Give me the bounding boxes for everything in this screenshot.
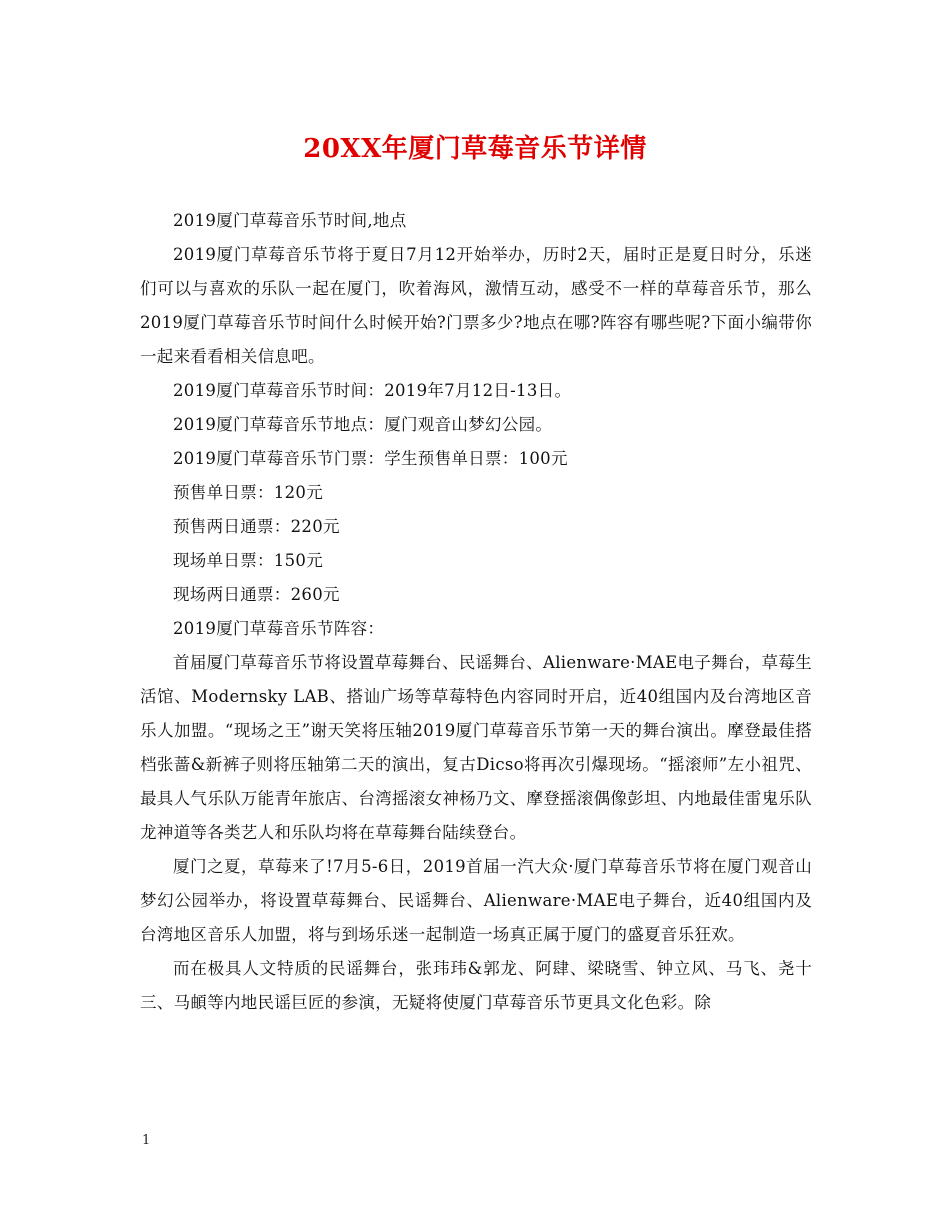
paragraph-ticket-presale-two-day: 预售两日通票：220元 — [173, 517, 340, 536]
paragraph-lineup-heading: 2019厦门草莓音乐节阵容： — [173, 619, 385, 638]
paragraph-heading-time-location: 2019厦门草莓音乐节时间,地点 — [173, 211, 407, 230]
page-number: 1 — [142, 1133, 151, 1148]
paragraph-location: 2019厦门草莓音乐节地点：厦门观音山梦幻公园。 — [173, 415, 553, 434]
paragraph-ticket-student: 2019厦门草莓音乐节门票：学生预售单日票：100元 — [173, 449, 568, 468]
paragraph-ticket-presale-single: 预售单日票：120元 — [173, 483, 323, 502]
document-body — [140, 204, 812, 1020]
paragraph-summer-event: 厦门之夏，草莓来了!7月5-6日，2019首届一汽大众·厦门草莓音乐节将在厦门观音山梦幻公园举办，将设置草莓舞台、民谣舞台、Alienware·MAE电子舞台，近40组国内及台湾地区音乐人加盟，将与到场乐迷一起制造一场真正属于厦门的盛夏音乐狂欢。 — [140, 857, 812, 944]
paragraph-time: 2019厦门草莓音乐节时间：2019年7月12日-13日。 — [173, 381, 572, 400]
paragraph-intro: 2019厦门草莓音乐节将于夏日7月12开始举办，历时2天，届时正是夏日时分，乐迷们可以与喜欢的乐队一起在厦门，吹着海风，激情互动，感受不一样的草莓音乐节，那么2019厦门草莓音乐节时间什么时候开始?门票多少?地点在哪?阵容有哪些呢?下面小编带你一起来看看相关信息吧。 — [140, 245, 812, 366]
document-title: 20XX年厦门草莓音乐节详情 — [303, 134, 647, 164]
paragraph-lineup-details: 首届厦门草莓音乐节将设置草莓舞台、民谣舞台、Alienware·MAE电子舞台，草莓生活馆、Modernsky LAB、搭讪广场等草莓特色内容同时开启，近40组国内及台湾地区音乐人加盟。“现场之王”谢天笑将压轴2019厦门草莓音乐节第一天的舞台演出。摩登最佳搭档张蔷&新裤子则将压轴第二天的演出，复古Dicso将再次引爆现场。“摇滚师”左小祖咒、最具人气乐队万能青年旅店、台湾摇滚女神杨乃文、摩登摇滚偶像彭坦、内地最佳雷鬼乐队龙神道等各类艺人和乐队均将在草莓舞台陆续登台。 — [140, 653, 812, 842]
paragraph-folk-stage: 而在极具人文特质的民谣舞台，张玮玮&郭龙、阿肆、梁晓雪、钟立风、马飞、尧十三、马頔等内地民谣巨匠的参演，无疑将使厦门草莓音乐节更具文化色彩。除 — [140, 959, 812, 1012]
paragraph-ticket-onsite-two-day: 现场两日通票：260元 — [173, 585, 340, 604]
paragraph-ticket-onsite-single: 现场单日票：150元 — [173, 551, 323, 570]
